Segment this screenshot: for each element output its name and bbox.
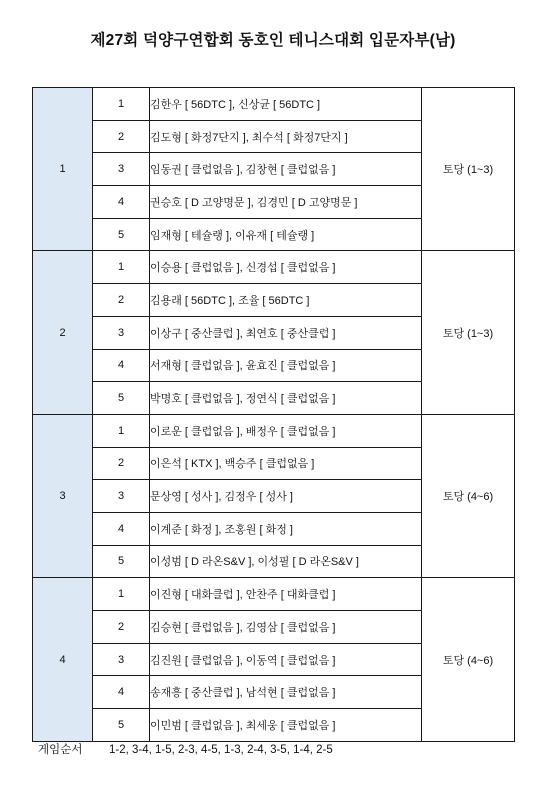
team-number: 2 [93,611,150,644]
team-number: 3 [93,316,150,349]
team-players: 송재흥 [ 중산클럽 ], 남석현 [ 클럽없음 ] [150,676,422,709]
team-players: 이계준 [ 화정 ], 조홍원 [ 화정 ] [150,512,422,545]
team-number: 4 [93,349,150,382]
team-players: 김도형 [ 화정7단지 ], 최수석 [ 화정7단지 ] [150,120,422,153]
table-row [33,578,515,611]
team-number: 3 [93,153,150,186]
team-players: 이성범 [ D 라온S&V ], 이성필 [ D 라온S&V ] [150,545,422,578]
team-players: 김용래 [ 56DTC ], 조율 [ 56DTC ] [150,284,422,317]
team-players: 권승호 [ D 고양명문 ], 김경민 [ D 고양명문 ] [150,186,422,219]
team-number: 5 [93,218,150,251]
game-order-value: 1-2, 3-4, 1-5, 2-3, 4-5, 1-3, 2-4, 3-5, 1-4, 2-5 [109,744,333,756]
team-number: 2 [93,284,150,317]
team-players: 김승현 [ 클럽없음 ], 김영삼 [ 클럽없음 ] [150,611,422,644]
team-number: 5 [93,382,150,415]
team-players: 김한우 [ 56DTC ], 신상균 [ 56DTC ] [150,88,422,121]
court-assignment: 토당 (1~3) [422,88,515,251]
team-number: 2 [93,120,150,153]
table-row [33,88,515,121]
team-number: 1 [93,88,150,121]
table-row [33,251,515,284]
page-title: 제27회 덕양구연합회 동호인 테니스대회 입문자부(남) [90,32,456,49]
group-number: 3 [33,414,93,577]
team-number: 5 [93,545,150,578]
team-players: 이은석 [ KTX ], 백승주 [ 클럽없음 ] [150,447,422,480]
team-players: 문상영 [ 성사 ], 김정우 [ 성사 ] [150,480,422,513]
court-assignment: 토당 (4~6) [422,414,515,577]
group-number: 4 [33,578,93,741]
team-number: 3 [93,643,150,676]
team-players: 이민범 [ 클럽없음 ], 최세웅 [ 클럽없음 ] [150,709,422,742]
game-order [38,741,333,757]
bracket-table [32,87,515,742]
team-players: 임동권 [ 클럽없음 ], 김창현 [ 클럽없음 ] [150,153,422,186]
team-players: 김진원 [ 클럽없음 ], 이동역 [ 클럽없음 ] [150,643,422,676]
team-number: 4 [93,676,150,709]
team-number: 2 [93,447,150,480]
team-number: 4 [93,512,150,545]
bracket-table-body [33,88,515,742]
team-players: 이진형 [ 대화클럽 ], 안찬주 [ 대화클럽 ] [150,578,422,611]
team-number: 4 [93,186,150,219]
group-number: 2 [33,251,93,414]
court-assignment: 토당 (1~3) [422,251,515,414]
team-number: 1 [93,414,150,447]
team-number: 3 [93,480,150,513]
team-number: 1 [93,578,150,611]
team-players: 이상구 [ 중산클럽 ], 최연호 [ 중산클럽 ] [150,316,422,349]
court-assignment: 토당 (4~6) [422,578,515,741]
team-players: 임재형 [ 테슐랭 ], 이유재 [ 테슐랭 ] [150,218,422,251]
team-players: 이승용 [ 클럽없음 ], 신경섭 [ 클럽없음 ] [150,251,422,284]
team-players: 서재형 [ 클럽없음 ], 윤효진 [ 클럽없음 ] [150,349,422,382]
team-number: 1 [93,251,150,284]
team-players: 박명호 [ 클럽없음 ], 정연식 [ 클럽없음 ] [150,382,422,415]
team-players: 이로운 [ 클럽없음 ], 배정우 [ 클럽없음 ] [150,414,422,447]
game-order-label: 게임순서 [38,744,83,756]
team-number: 5 [93,709,150,742]
table-row [33,414,515,447]
group-number: 1 [33,88,93,251]
